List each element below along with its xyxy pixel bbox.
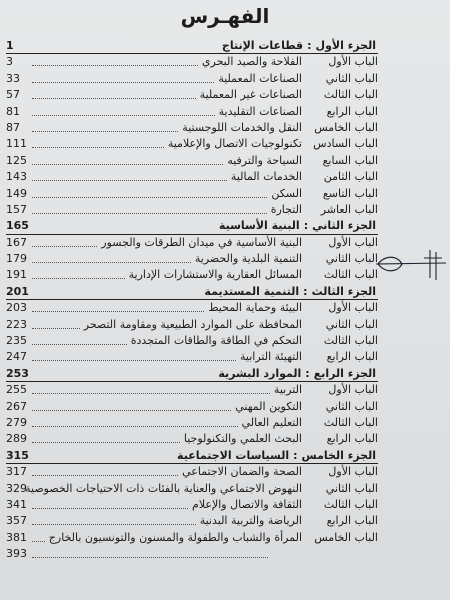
chapter-title: المحافظة على الموارد الطبيعية ومقاومة التصحر xyxy=(83,317,302,331)
toc-chapter-row xyxy=(6,251,378,267)
chapter-title: البيئة وحماية المحيط xyxy=(208,301,302,315)
dot-leader xyxy=(32,180,227,181)
part-page-number: 201 xyxy=(6,284,29,298)
chapter-page-number: 33 xyxy=(6,71,20,85)
part-separator: : xyxy=(303,219,309,233)
chapter-title: الصناعات التقليدية xyxy=(218,104,302,118)
chapter-title: الثقافة والاتصال والإعلام xyxy=(192,497,302,511)
chapter-page-number: 125 xyxy=(6,153,27,167)
dot-leader xyxy=(32,393,270,394)
part-label: الجزء الرابع xyxy=(313,366,376,380)
chapter-label: الباب الخامس xyxy=(314,530,378,544)
chapter-title: السكن xyxy=(271,186,302,200)
part-heading xyxy=(218,366,376,382)
dot-leader xyxy=(32,442,180,443)
dot-leader xyxy=(32,557,268,558)
dot-leader xyxy=(32,131,178,132)
toc-chapter-row xyxy=(6,169,378,185)
part-label: الجزء الأول xyxy=(315,39,376,52)
dot-leader xyxy=(32,147,164,148)
toc-chapter-row xyxy=(6,300,378,316)
chapter-page-number: 81 xyxy=(6,104,20,118)
dot-leader xyxy=(32,524,196,525)
part-title: البنية الأساسية xyxy=(218,219,300,233)
chapter-label: الباب الرابع xyxy=(326,514,378,528)
chapter-label: الباب الأول xyxy=(328,55,378,69)
chapter-label: الباب السادس xyxy=(313,137,378,151)
part-page-number: 315 xyxy=(6,448,29,462)
dot-leader xyxy=(32,541,45,542)
toc-chapter-row xyxy=(6,235,378,251)
chapter-title: المسائل العقارية والاستشارات الإدارية xyxy=(128,268,302,282)
part-separator: : xyxy=(305,366,310,380)
toc-chapter-row xyxy=(6,431,378,447)
chapter-title: الخدمات المالية xyxy=(230,170,302,184)
toc-chapter-row xyxy=(6,54,378,70)
chapter-page-number: 381 xyxy=(6,530,27,544)
chapter-label: الباب الأول xyxy=(328,465,378,479)
chapter-title: البحث العلمي والتكنولوجيا xyxy=(183,432,302,446)
dot-leader xyxy=(32,115,215,116)
chapter-page-number: 267 xyxy=(6,399,27,413)
dot-leader xyxy=(32,360,236,361)
chapter-title: البنية الأساسية في ميدان الطرقات والجسور xyxy=(101,235,302,249)
toc-chapter-row xyxy=(6,317,378,333)
part-heading xyxy=(177,448,376,464)
toc-chapter-row xyxy=(6,87,378,103)
chapter-label: الباب العاشر xyxy=(320,202,378,216)
toc-part-row xyxy=(6,366,378,382)
chapter-label: الباب الأول xyxy=(328,301,378,315)
chapter-label: الباب الثالث xyxy=(323,415,378,429)
chapter-title: الصحة والضمان الاجتماعي xyxy=(182,465,302,479)
toc-chapter-row xyxy=(6,186,378,202)
toc-chapter-row xyxy=(6,136,378,152)
trailing-page-number: 393 xyxy=(6,547,27,561)
chapter-label: الباب الثالث xyxy=(323,268,378,282)
chapter-page-number: 357 xyxy=(6,514,27,528)
toc-chapter-row xyxy=(6,333,378,349)
dot-leader xyxy=(32,98,196,99)
chapter-label: الباب التاسع xyxy=(322,186,378,200)
dot-leader xyxy=(32,410,231,411)
part-heading xyxy=(219,218,376,234)
chapter-label: الباب الثاني xyxy=(325,252,378,266)
chapter-title: المرأة والشباب والطفولة والمسنون والتونسيون بالخارج xyxy=(48,530,302,544)
dot-leader xyxy=(32,65,198,66)
toc-chapter-row xyxy=(6,415,378,431)
dot-leader xyxy=(32,344,127,345)
chapter-title: الصناعات المعملية xyxy=(218,71,302,85)
chapter-title: الصناعات غير المعملية xyxy=(199,88,302,102)
part-label: الجزء الخامس xyxy=(301,448,376,462)
toc-chapter-row xyxy=(6,120,378,136)
part-title: التنمية المستديمة xyxy=(204,284,300,298)
chapter-title: التحكم في الطاقة والطاقات المتجددة xyxy=(130,334,302,348)
part-page-number: 1 xyxy=(6,39,14,52)
dot-leader xyxy=(32,213,267,214)
part-label: الجزء الثاني xyxy=(312,219,376,233)
chapter-page-number: 167 xyxy=(6,235,27,249)
chapter-page-number: 143 xyxy=(6,170,27,184)
dot-leader xyxy=(32,328,80,329)
toc-chapter-row xyxy=(6,530,378,546)
dot-leader xyxy=(32,246,97,247)
toc-chapter-row xyxy=(6,497,378,513)
toc-chapter-row xyxy=(6,153,378,169)
chapter-page-number: 223 xyxy=(6,317,27,331)
toc-part-row xyxy=(6,38,378,54)
chapter-page-number: 87 xyxy=(6,120,20,134)
dot-leader xyxy=(32,278,125,279)
chapter-label: الباب الخامس xyxy=(314,120,378,134)
chapter-label: الباب الأول xyxy=(328,235,378,249)
toc-chapter-row xyxy=(6,481,378,497)
chapter-page-number: 317 xyxy=(6,465,27,479)
dot-leader xyxy=(32,197,267,198)
part-separator: : xyxy=(307,39,312,52)
toc-chapter-row xyxy=(6,513,378,529)
chapter-title: التهيئة الترابية xyxy=(240,350,302,364)
chapter-title: الرياضة والتربية البدنية xyxy=(199,514,302,528)
chapter-page-number: 111 xyxy=(6,137,27,151)
chapter-label: الباب الثالث xyxy=(323,88,378,102)
chapter-page-number: 57 xyxy=(6,88,20,102)
handwritten-pen-mark xyxy=(372,244,450,284)
chapter-title: التعليم العالي xyxy=(241,415,302,429)
dot-leader xyxy=(32,426,238,427)
chapter-label: الباب الثاني xyxy=(325,317,378,331)
dot-leader xyxy=(32,508,188,509)
toc-chapter-row xyxy=(6,349,378,365)
chapter-page-number: 191 xyxy=(6,268,27,282)
part-heading xyxy=(222,38,376,54)
dot-leader xyxy=(32,262,191,263)
chapter-label: الباب السابع xyxy=(322,153,378,167)
toc-part-row xyxy=(6,448,378,464)
chapter-page-number: 341 xyxy=(6,497,27,511)
part-page-number: 253 xyxy=(6,366,29,380)
part-title: الموارد البشرية xyxy=(218,366,302,380)
chapter-title: التجارة xyxy=(270,202,302,216)
chapter-label: الباب الرابع xyxy=(326,104,378,118)
table-of-contents xyxy=(6,38,378,563)
chapter-title: النقل والخدمات اللوجستية xyxy=(182,120,302,134)
chapter-page-number: 329 xyxy=(6,481,27,495)
chapter-page-number: 157 xyxy=(6,202,27,216)
chapter-label: الباب الثاني xyxy=(325,481,378,495)
chapter-label: الباب الثالث xyxy=(323,334,378,348)
chapter-page-number: 149 xyxy=(6,186,27,200)
chapter-title: التكوين المهني xyxy=(235,399,302,413)
part-page-number: 165 xyxy=(6,219,29,233)
chapter-label: الباب الثامن xyxy=(323,170,378,184)
chapter-page-number: 247 xyxy=(6,350,27,364)
toc-chapter-row xyxy=(6,382,378,398)
part-title: السياسات الاجتماعية xyxy=(177,448,290,462)
toc-part-row xyxy=(6,218,378,234)
chapter-title: تكنولوجيات الاتصال والإعلامية xyxy=(167,137,302,151)
toc-trailing-row xyxy=(6,546,378,562)
part-label: الجزء الثالث xyxy=(311,284,376,298)
chapter-page-number: 279 xyxy=(6,415,27,429)
chapter-label: الباب الأول xyxy=(328,383,378,397)
chapter-title: الفلاحة والصيد البحري xyxy=(201,55,302,69)
chapter-title: التنمية البلدية والحضرية xyxy=(194,252,302,266)
chapter-label: الباب الرابع xyxy=(326,432,378,446)
toc-chapter-row xyxy=(6,464,378,480)
part-separator: : xyxy=(303,284,308,298)
toc-chapter-row xyxy=(6,104,378,120)
dot-leader xyxy=(32,164,223,165)
toc-part-row xyxy=(6,284,378,300)
dot-leader xyxy=(32,82,214,83)
part-title: قطاعات الإنتاج xyxy=(221,39,304,52)
page-title: الفهـرس xyxy=(180,4,270,28)
chapter-title: التربية xyxy=(273,383,302,397)
part-heading xyxy=(204,284,376,300)
chapter-label: الباب الثاني xyxy=(325,399,378,413)
toc-chapter-row xyxy=(6,399,378,415)
chapter-page-number: 235 xyxy=(6,334,27,348)
part-separator: : xyxy=(293,448,298,462)
chapter-page-number: 255 xyxy=(6,383,27,397)
dot-leader xyxy=(32,475,178,476)
toc-chapter-row xyxy=(6,71,378,87)
toc-chapter-row xyxy=(6,267,378,283)
chapter-label: الباب الرابع xyxy=(326,350,378,364)
chapter-page-number: 289 xyxy=(6,432,27,446)
chapter-title: السياحة والترفيه xyxy=(227,153,302,167)
chapter-page-number: 3 xyxy=(6,55,13,69)
toc-chapter-row xyxy=(6,202,378,218)
chapter-label: الباب الثالث xyxy=(323,497,378,511)
chapter-page-number: 203 xyxy=(6,301,27,315)
chapter-title: النهوض الاجتماعي والعناية بالفئات ذات الاحتياجات الخصوصية xyxy=(25,481,302,495)
dot-leader xyxy=(32,311,204,312)
chapter-page-number: 179 xyxy=(6,252,27,266)
chapter-label: الباب الثاني xyxy=(325,71,378,85)
